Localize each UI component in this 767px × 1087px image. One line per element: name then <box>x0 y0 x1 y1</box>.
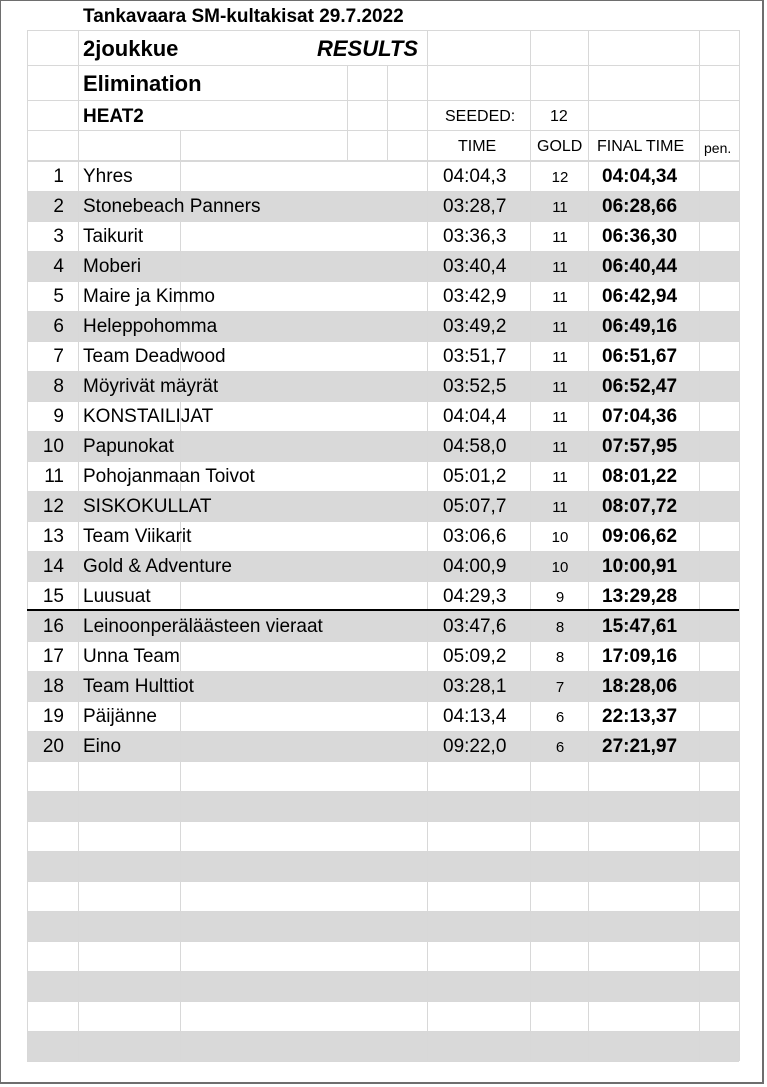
final-time-cell: 17:09,16 <box>602 646 678 667</box>
row-band <box>27 851 739 881</box>
final-time-cell: 15:47,61 <box>602 616 678 637</box>
grid-row-line <box>27 251 739 252</box>
time-cell: 05:07,7 <box>443 496 507 517</box>
gold-cell: 9 <box>555 589 565 606</box>
gold-cell: 11 <box>552 379 568 396</box>
grid-row-line <box>27 791 739 792</box>
grid-row-line <box>27 911 739 912</box>
rank-cell: 3 <box>53 226 64 247</box>
grid-column-line <box>78 30 79 1061</box>
rank-cell: 13 <box>42 526 64 547</box>
row-band <box>27 1031 739 1061</box>
gold-cell: 11 <box>552 199 568 216</box>
rank-cell: 10 <box>42 436 64 457</box>
final-time-cell: 06:42,94 <box>602 286 678 307</box>
rank-cell: 20 <box>42 736 64 757</box>
grid-row-line <box>27 401 739 402</box>
time-cell: 03:49,2 <box>443 316 507 337</box>
team-name-cell: Päijänne <box>83 706 157 727</box>
time-cell: 03:40,4 <box>443 256 507 277</box>
team-name-cell: Leinoonperäläästeen vieraat <box>83 616 323 637</box>
grid-row-line <box>27 431 739 432</box>
team-name-cell: Luusuat <box>83 586 151 607</box>
time-cell: 04:29,3 <box>443 586 507 607</box>
grid-row-line <box>27 641 739 642</box>
final-time-cell: 13:29,28 <box>602 586 678 607</box>
gold-cell: 11 <box>552 469 568 486</box>
grid-row-line <box>27 461 739 462</box>
seeded-value: 12 <box>550 108 568 125</box>
grid-column-line <box>387 65 388 160</box>
team-name-cell: Unna Team <box>83 646 180 667</box>
grid-column-line <box>699 30 700 1061</box>
time-cell: 05:09,2 <box>443 646 507 667</box>
time-cell: 03:51,7 <box>443 346 507 367</box>
team-name-cell: Team Viikarit <box>83 526 192 547</box>
final-time-cell: 06:51,67 <box>602 346 678 367</box>
column-header-final-time: FINAL TIME <box>597 138 685 155</box>
time-cell: 04:04,4 <box>443 406 507 427</box>
grid-row-line <box>27 671 739 672</box>
grid-row-line <box>27 311 739 312</box>
team-name-cell: KONSTAILIJAT <box>83 406 214 427</box>
final-time-cell: 07:04,36 <box>602 406 678 427</box>
grid-row-line <box>27 581 739 582</box>
grid-row-line <box>27 1001 739 1002</box>
round-label: Elimination <box>83 71 202 96</box>
gold-cell: 10 <box>551 529 569 546</box>
team-name-cell: SISKOKULLAT <box>83 496 212 517</box>
grid-row-line <box>27 100 739 101</box>
team-name-cell: Team Deadwood <box>83 346 226 367</box>
time-cell: 03:28,7 <box>443 196 507 217</box>
rank-cell: 8 <box>53 376 64 397</box>
time-cell: 03:06,6 <box>443 526 507 547</box>
final-time-cell: 06:36,30 <box>602 226 678 247</box>
rank-cell: 6 <box>53 316 64 337</box>
rank-cell: 19 <box>42 706 64 727</box>
time-cell: 03:42,9 <box>443 286 507 307</box>
team-name-cell: Taikurit <box>83 226 144 247</box>
grid-row-line <box>27 701 739 702</box>
gold-cell: 6 <box>555 709 565 726</box>
grid-row-line <box>27 611 739 612</box>
gold-cell: 11 <box>552 499 568 516</box>
team-name-cell: Heleppohomma <box>83 316 218 337</box>
time-cell: 04:13,4 <box>443 706 507 727</box>
row-band <box>27 911 739 941</box>
final-time-cell: 06:28,66 <box>602 196 678 217</box>
gold-cell: 11 <box>552 409 568 426</box>
gold-cell: 11 <box>552 439 568 456</box>
grid-column-line <box>180 130 181 1061</box>
event-title: Tankavaara SM-kultakisat 29.7.2022 <box>83 6 404 27</box>
grid-row-line <box>27 30 739 31</box>
time-cell: 04:04,3 <box>443 166 507 187</box>
final-time-cell: 27:21,97 <box>602 736 678 757</box>
final-time-cell: 08:07,72 <box>602 496 678 517</box>
team-name-cell: Gold & Adventure <box>83 556 232 577</box>
grid-row-line <box>27 521 739 522</box>
time-cell: 09:22,0 <box>443 736 507 757</box>
team-name-cell: Maire ja Kimmo <box>83 286 215 307</box>
column-header-pen: pen. <box>704 140 732 156</box>
rank-cell: 1 <box>53 166 64 187</box>
gold-cell: 10 <box>551 559 569 576</box>
grid-row-line <box>27 221 739 222</box>
grid-row-line <box>27 941 739 942</box>
time-cell: 03:36,3 <box>443 226 507 247</box>
rank-cell: 15 <box>42 586 64 607</box>
rank-cell: 14 <box>42 556 64 577</box>
gold-cell: 8 <box>555 649 565 666</box>
grid-row-line <box>27 371 739 372</box>
team-name-cell: Team Hulttiot <box>83 676 194 697</box>
gold-cell: 11 <box>552 349 568 366</box>
grid-row-line <box>27 971 739 972</box>
gold-cell: 6 <box>555 739 565 756</box>
grid-row-line <box>27 191 739 192</box>
final-time-cell: 22:13,37 <box>602 706 678 727</box>
grid-row-line <box>27 491 739 492</box>
time-cell: 04:58,0 <box>443 436 507 457</box>
rank-cell: 17 <box>42 646 64 667</box>
grid-row-line <box>27 65 739 66</box>
team-name-cell: Eino <box>83 736 122 757</box>
team-name-cell: Möyrivät mäyrät <box>83 376 219 397</box>
team-name-cell: Stonebeach Panners <box>83 196 261 217</box>
time-cell: 03:47,6 <box>443 616 507 637</box>
row-band <box>27 971 739 1001</box>
rank-cell: 4 <box>53 256 64 277</box>
gold-cell: 11 <box>552 289 568 306</box>
grid-column-line <box>347 65 348 160</box>
final-time-cell: 09:06,62 <box>602 526 678 547</box>
grid-row-line <box>27 731 739 732</box>
rank-cell: 18 <box>42 676 64 697</box>
column-header-time: TIME <box>458 138 497 155</box>
results-label: RESULTS <box>317 36 419 61</box>
rank-cell: 9 <box>53 406 64 427</box>
rank-cell: 5 <box>53 286 64 307</box>
row-band <box>27 791 739 821</box>
seeded-label: SEEDED: <box>445 108 516 125</box>
final-time-cell: 10:00,91 <box>602 556 678 577</box>
gold-cell: 7 <box>555 679 565 696</box>
grid-row-line <box>27 821 739 822</box>
rank-cell: 12 <box>42 496 64 517</box>
category-label: 2joukkue <box>83 36 179 61</box>
final-time-cell: 08:01,22 <box>602 466 678 487</box>
grid-row-line <box>27 761 739 762</box>
time-cell: 04:00,9 <box>443 556 507 577</box>
grid-row-line <box>27 551 739 552</box>
team-name-cell: Pohojanmaan Toivot <box>83 466 255 487</box>
gold-cell: 11 <box>552 319 568 336</box>
grid-row-line <box>27 881 739 882</box>
rank-cell: 7 <box>53 346 64 367</box>
team-name-cell: Moberi <box>83 256 142 277</box>
final-time-cell: 18:28,06 <box>602 676 678 697</box>
rank-cell: 11 <box>44 466 64 487</box>
grid-row-line <box>27 341 739 342</box>
grid-row-line <box>27 130 739 131</box>
time-cell: 03:52,5 <box>443 376 507 397</box>
grid-row-line <box>27 1061 739 1062</box>
team-name-cell: Yhres <box>83 166 133 187</box>
time-cell: 03:28,1 <box>443 676 507 697</box>
gold-cell: 11 <box>552 229 568 246</box>
grid-row-line <box>27 851 739 852</box>
grid-column-line <box>739 30 740 1061</box>
gold-cell: 8 <box>555 619 565 636</box>
grid-row-line <box>27 1031 739 1032</box>
rank-cell: 16 <box>42 616 64 637</box>
team-name-cell: Papunokat <box>83 436 174 457</box>
grid-row-line <box>27 161 739 162</box>
heat-label: HEAT2 <box>83 106 144 127</box>
grid-row-line <box>27 281 739 282</box>
rank-cell: 2 <box>53 196 64 217</box>
final-time-cell: 07:57,95 <box>602 436 678 457</box>
gold-cell: 11 <box>552 259 568 276</box>
final-time-cell: 06:49,16 <box>602 316 678 337</box>
final-time-cell: 06:52,47 <box>602 376 678 397</box>
final-time-cell: 06:40,44 <box>602 256 678 277</box>
column-header-gold: GOLD <box>537 138 583 155</box>
final-time-cell: 04:04,34 <box>602 166 678 187</box>
cutoff-separator <box>27 609 739 611</box>
grid-column-line <box>427 30 428 1061</box>
gold-cell: 12 <box>551 169 569 186</box>
time-cell: 05:01,2 <box>443 466 507 487</box>
